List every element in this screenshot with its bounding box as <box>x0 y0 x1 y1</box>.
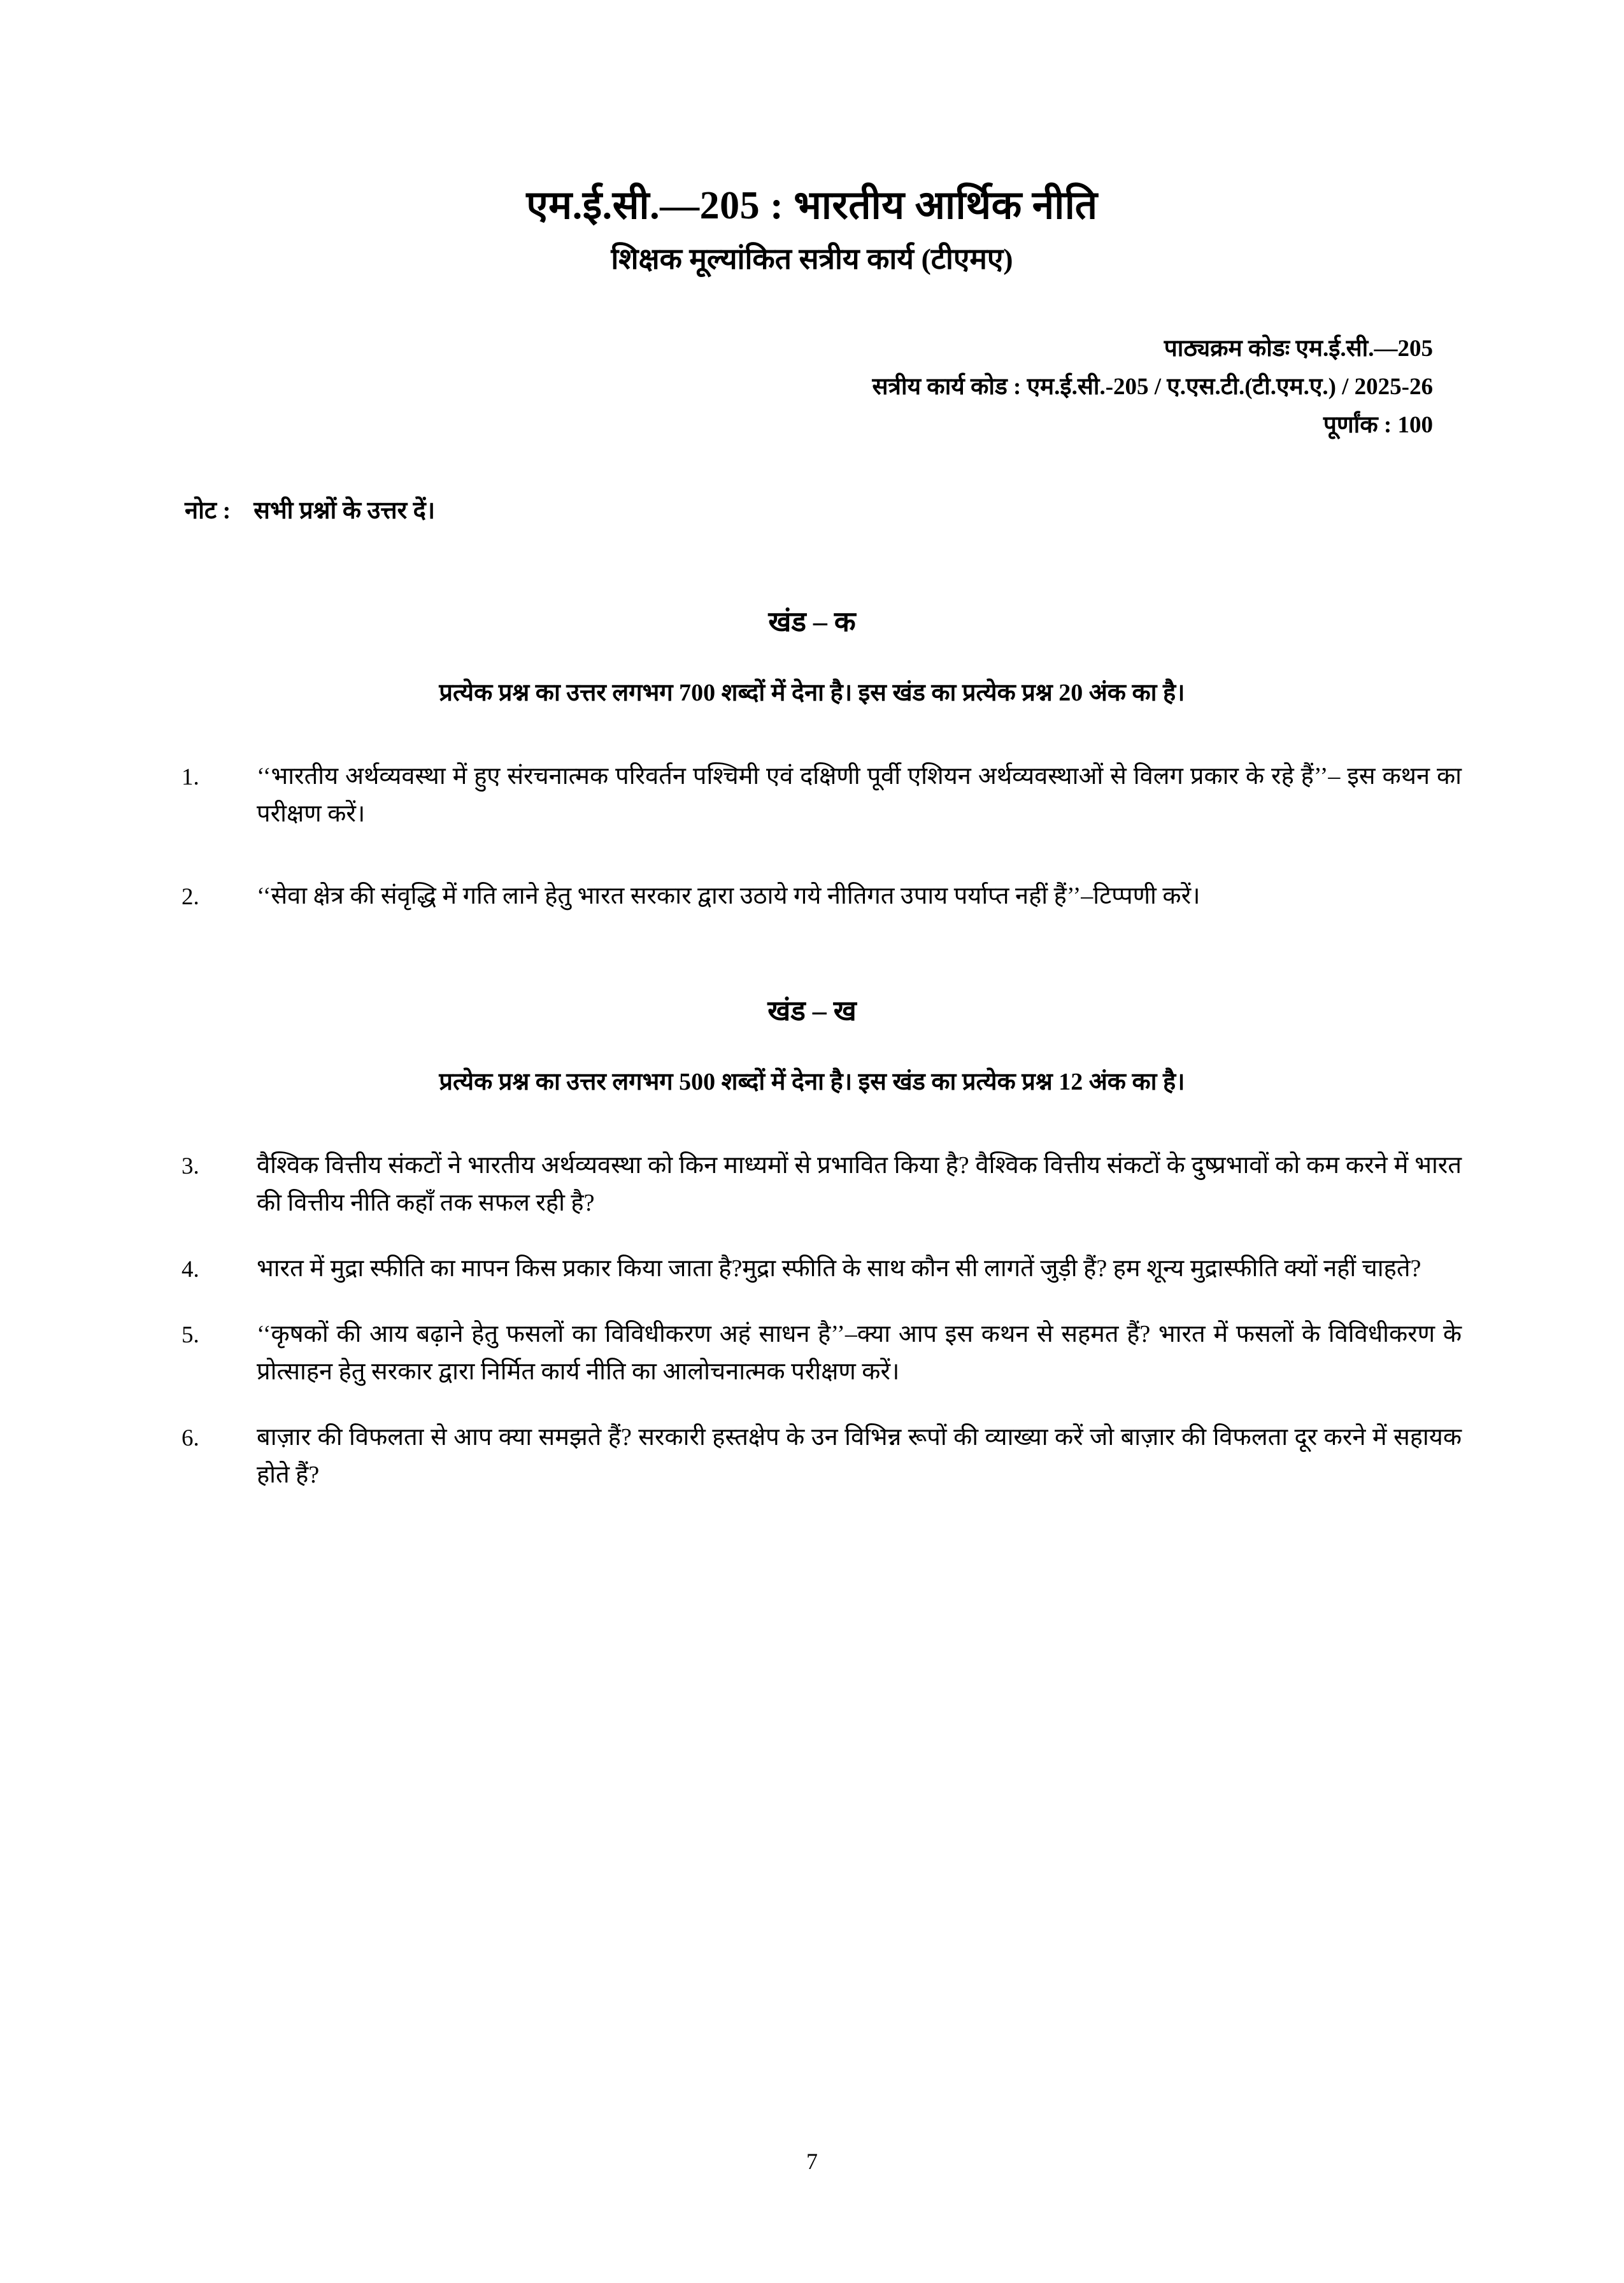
question-item <box>182 1316 1462 1391</box>
note-label: नोट : <box>185 497 231 525</box>
question-number: 6. <box>182 1425 199 1452</box>
section-heading-b: खंड – ख <box>767 995 857 1027</box>
question-list-a <box>0 758 1624 915</box>
question-number: 5. <box>182 1322 199 1349</box>
question-text: बाज़ार की विफलता से आप क्या समझते हैं? सरकारी हस्तक्षेप के उन विभिन्न रूपों की व्याख्या करें जो बाज़ार की विफलता दूर करने में सहायक होते हैं? <box>257 1424 1462 1489</box>
question-item <box>182 1419 1462 1494</box>
note <box>0 493 1624 526</box>
question-item <box>182 878 1462 915</box>
page-number: 7 <box>806 2149 818 2174</box>
course-code: पाठ्यक्रम कोडः एम.ई.सी.—205 <box>1164 336 1433 362</box>
question-text: वैश्विक वित्तीय संकटों ने भारतीय अर्थव्यवस्था को किन माध्यमों से प्रभावित किया है? वैश्विक वित्तीय संकटों के दुष्प्रभावों को कम करने में भारत की वित्तीय नीति कहाँ तक सफल रही है? <box>257 1152 1462 1217</box>
section-heading-a: खंड – क <box>768 606 856 638</box>
page-subtitle: शिक्षक मूल्यांकित सत्रीय कार्य (टीएमए) <box>611 242 1013 275</box>
question-item <box>182 1250 1462 1288</box>
question-list-b <box>0 1147 1624 1494</box>
question-item <box>182 1147 1462 1222</box>
section-instruction-b: प्रत्येक प्रश्न का उत्तर लगभग 500 शब्दों में देना है। इस खंड का प्रत्येक प्रश्न 12 अंक का है। <box>439 1069 1185 1096</box>
question-number: 2. <box>182 883 199 910</box>
note-text: सभी प्रश्नों के उत्तर दें। <box>253 497 436 525</box>
question-number: 1. <box>182 764 199 791</box>
assignment-meta <box>0 330 1624 445</box>
question-number: 4. <box>182 1256 199 1283</box>
page-title: एम.ई.सी.—205 : भारतीय आर्थिक नीति <box>526 184 1098 227</box>
section-instruction-a: प्रत्येक प्रश्न का उत्तर लगभग 700 शब्दों में देना है। इस खंड का प्रत्येक प्रश्न 20 अंक का है। <box>439 679 1185 707</box>
question-text: ‘‘भारतीय अर्थव्यवस्था में हुए संरचनात्मक परिवर्तन पश्चिमी एवं दक्षिणी पूर्वी एशियन अर्थव्यवस्थाओं से विलग प्रकार के रहे हैं’’– इस कथन का परीक्षण करें। <box>257 763 1462 827</box>
assignment-code: सत्रीय कार्य कोड : एम.ई.सी.-205 / ए.एस.टी.(टी.एम.ए.) / 2025-26 <box>872 374 1433 401</box>
document-page <box>0 181 1624 2283</box>
question-number: 3. <box>182 1153 199 1180</box>
question-item <box>182 758 1462 833</box>
question-text: ‘‘सेवा क्षेत्र की संवृद्धि में गति लाने हेतु भारत सरकार द्वारा उठाये गये नीतिगत उपाय पर्याप्त नहीं हैं’’–टिप्पणी करें। <box>257 882 1200 909</box>
question-text: ‘‘कृषकों की आय बढ़ाने हेतु फसलों का विविधीकरण अहं साधन है’’–क्या आप इस कथन से सहमत हैं? भारत में फसलों के विविधीकरण के प्रोत्साहन हेतु सरकार द्वारा निर्मित कार्य नीति का आलोचनात्मक परीक्षण करें। <box>257 1321 1462 1386</box>
question-text: भारत में मुद्रा स्फीति का मापन किस प्रकार किया जाता है?मुद्रा स्फीति के साथ कौन सी लागतें जुड़ी हैं? हम शून्य मुद्रास्फीति क्यों नहीं चाहते? <box>257 1255 1421 1283</box>
max-marks: पूर्णांक : 100 <box>1323 412 1433 439</box>
